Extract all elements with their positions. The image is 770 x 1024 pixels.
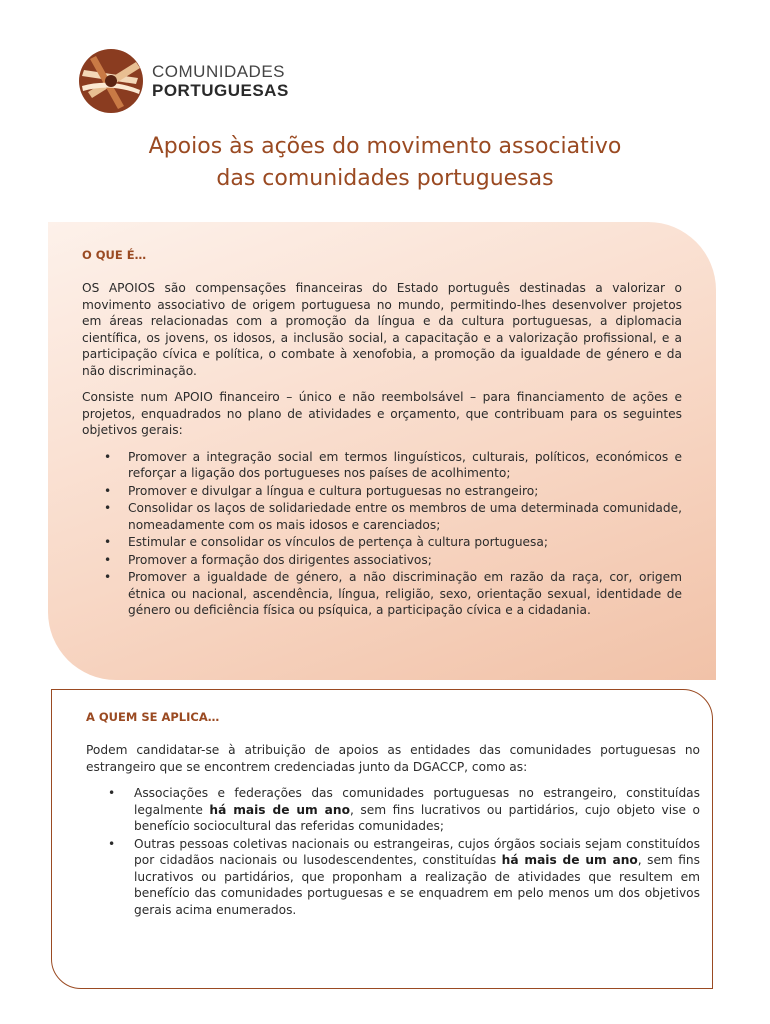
list-item <box>86 785 700 835</box>
list-item <box>82 534 682 551</box>
list-item-text-after: , sem fins lucrativos ou partidários, cujo objeto vise o benefício sociocultural das referidas comunidades; <box>134 802 700 833</box>
o-que-e-paragraph2: Consiste num APOIO financeiro – único e não reembolsável – para financiamento de ações e projetos, enquadrados no plano de atividades e orçamento, que contribuam para os seguintes objetivos gerais: <box>82 390 682 437</box>
a-quem-paragraph: Podem candidatar-se à atribuição de apoios as entidades das comunidades portuguesas no estrangeiro que se encontrem credenciadas junto da DGACCP, como as: <box>86 743 700 774</box>
a-quem-heading: A QUEM SE APLICA… <box>86 710 220 724</box>
o-que-e-heading: O QUE É… <box>82 248 147 262</box>
logo <box>78 48 289 114</box>
list-item-text: Consolidar os laços de solidariedade entre os membros de uma determinada comunidade, nomeadamente com os mais idosos e carenciados; <box>128 501 682 532</box>
bullet-icon: • <box>108 836 116 851</box>
bullet-icon: • <box>104 483 112 498</box>
logo-text-line2: PORTUGUESAS <box>152 81 289 100</box>
objectives-list <box>82 449 682 619</box>
list-item-text: Estimular e consolidar os vínculos de pertença à cultura portuguesa; <box>128 535 548 549</box>
o-que-e-section <box>48 222 716 680</box>
list-item-text: Promover e divulgar a língua e cultura portuguesas no estrangeiro; <box>128 483 539 498</box>
a-quem-se-aplica-section <box>51 689 713 989</box>
bullet-icon: • <box>104 535 112 549</box>
bullet-icon: • <box>104 570 112 584</box>
page-title-line2: das comunidades portuguesas <box>216 166 554 191</box>
list-item-bold: há mais de um ano <box>501 853 638 867</box>
page-title <box>0 131 770 195</box>
list-item <box>82 569 682 619</box>
comunidades-portuguesas-logo-icon <box>78 48 144 114</box>
list-item <box>82 449 682 482</box>
bullet-icon: • <box>108 786 116 800</box>
list-item <box>82 552 682 569</box>
list-item-text-before: Associações e federações das comunidades portuguesas no estrangeiro, constituídas legalmente <box>134 786 700 817</box>
list-item-bold: há mais de um ano <box>209 802 350 817</box>
bullet-icon: • <box>104 501 112 515</box>
list-item-text-before: Outras pessoas coletivas nacionais ou estrangeiras, cujos órgãos sociais sejam constituídos por cidadãos nacionais ou lusodescendentes, constituídas <box>134 836 700 867</box>
bullet-icon: • <box>104 449 112 464</box>
list-item-text-after: , sem fins lucrativos ou partidários, que proponham a realização de atividades que resultem em benefício das comunidades portuguesas e se enquadrem em pelo menos um dos objetivos gerais acima enumerados. <box>134 853 700 917</box>
page-title-line1: Apoios às ações do movimento associativo <box>148 134 622 159</box>
list-item-text: Promover a igualdade de género, a não discriminação em razão da raça, cor, origem étnica ou nacional, ascendência, língua, religião, sexo, orientação sexual, identidade de género ou deficiência física ou psíquica, a participação cívica e a cidadania. <box>128 570 682 617</box>
logo-text-line1: COMUNIDADES <box>152 62 286 81</box>
list-item-text: Promover a integração social em termos linguísticos, culturais, políticos, económicos e reforçar a ligação dos portugueses nos países de acolhimento; <box>128 449 682 480</box>
list-item <box>82 500 682 533</box>
list-item <box>86 836 700 919</box>
list-item <box>82 483 682 500</box>
bullet-icon: • <box>104 552 112 567</box>
o-que-e-paragraph1: OS APOIOS são compensações financeiras do Estado português destinadas a valorizar o movimento associativo de origem portuguesa no mundo, permitindo-lhes desenvolver projetos em áreas relacionadas com a promoção da língua e da cultura portuguesas, a diplomacia científica, os jovens, os idosos, a inclusão social, a capacitação e a valorização profissional, e a participação cívica e política, o combate à xenofobia, a promoção da igualdade de género e da não discriminação. <box>82 281 682 378</box>
eligible-entities-list <box>86 785 700 918</box>
list-item-text: Promover a formação dos dirigentes associativos; <box>128 552 432 567</box>
